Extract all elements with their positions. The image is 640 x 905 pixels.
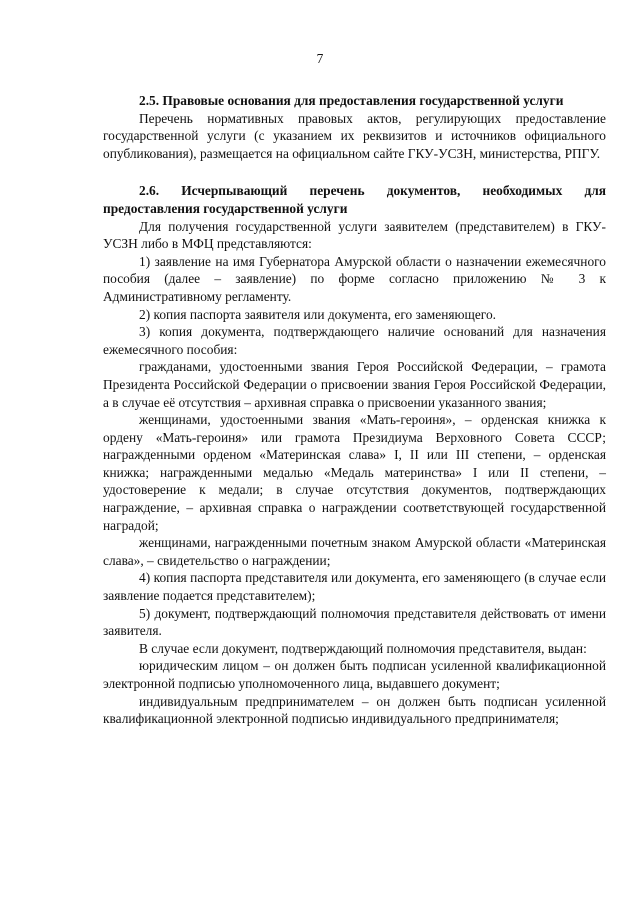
paragraph: 3) копия документа, подтверждающего наличие оснований для назначения ежемесячного пособия:	[103, 324, 606, 357]
paragraph: В случае если документ, подтверждающий полномочия представителя, выдан:	[139, 640, 587, 656]
section-2-5	[103, 92, 606, 162]
section-spacer	[103, 162, 606, 182]
paragraph: женщинами, удостоенными звания «Мать-героиня», – орденская книжка к ордену «Мать-героиня» или грамота Президиума Верховного Совета СССР; награжденными орденом «Материнская слава» I, II или III степени, – орденская книжка; награжденными медалью «Медаль материнства» I или II степени, – удостоверение к медали; в случае отсутствия документов, подтверждающих награждение, – архивная справка о награждении соответствующей государственной наградой;	[103, 412, 606, 533]
paragraph: гражданами, удостоенными звания Героя Российской Федерации, – грамота Президента Российской Федерации о присвоении звания Героя Российской Федерации, а в случае её отсутствия – архивная справка о присвоении указанного звания;	[103, 359, 606, 410]
paragraph: 1) заявление на имя Губернатора Амурской области о назначении ежемесячного пособия (далее – заявление) по форме согласно приложению № 3 к Административному регламенту.	[103, 253, 606, 304]
paragraph: Перечень нормативных правовых актов, регулирующих предоставление государственной услуги (с указанием их реквизитов и источников официального опубликования), размещается на официальном сайте ГКУ-УСЗН, министерства, РПГУ.	[103, 110, 606, 161]
paragraph: 4) копия паспорта представителя или документа, его заменяющего (в случае если заявление подается представителем);	[103, 570, 606, 604]
document-body	[103, 92, 606, 728]
paragraph: 5) документ, подтверждающий полномочия представителя действовать от имени заявителя.	[103, 605, 606, 639]
section-2-6	[103, 182, 606, 727]
page-number: 7	[316, 51, 324, 66]
section-heading: 2.5. Правовые основания для предоставления государственной услуги	[139, 93, 564, 108]
paragraph: женщинами, награжденными почетным знаком Амурской области «Материнская слава», – свидетельство о награждении;	[103, 535, 606, 568]
paragraph: 2) копия паспорта заявителя или документа, его заменяющего.	[139, 306, 496, 322]
paragraph: Для получения государственной услуги заявителем (представителем) в ГКУ-УСЗН либо в МФЦ представляются:	[103, 218, 606, 252]
section-heading: 2.6. Исчерпывающий перечень документов, необходимых для предоставления государственной услуги	[103, 183, 606, 216]
paragraph: юридическим лицом – он должен быть подписан усиленной квалификационной электронной подписью уполномоченного лица, выдавшего документ;	[103, 658, 606, 691]
paragraph: индивидуальным предпринимателем – он должен быть подписан усиленной квалификационной электронной подписью индивидуального предпринимателя;	[103, 693, 606, 727]
